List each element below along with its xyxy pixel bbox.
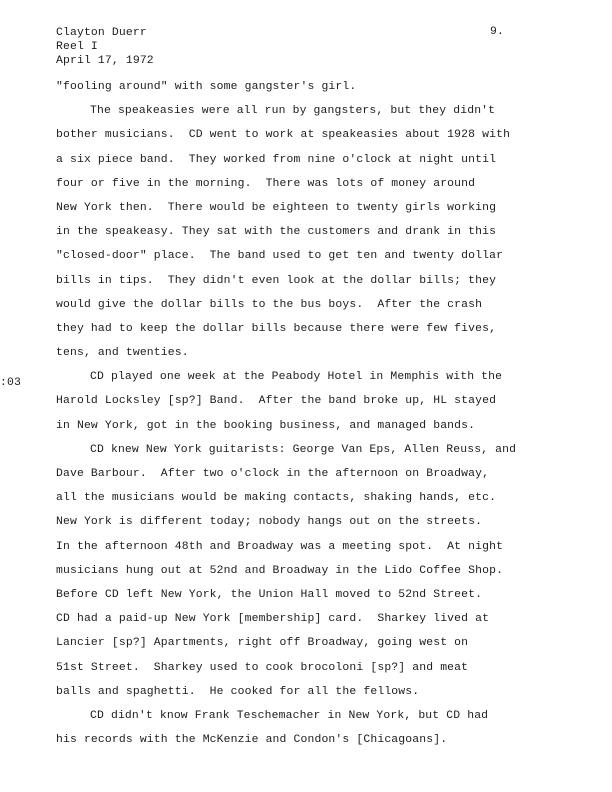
page-number: 9. [490,26,504,38]
text-line: musicians hung out at 52nd and Broadway in the Lido Coffee Shop. [56,564,504,577]
text-line: a six piece band. They worked from nine o'clock at night until [56,153,497,166]
text-line: Lancier [sp?] Apartments, right off Broadway, going west on [56,637,469,650]
text-line: Dave Barbour. After two o'clock in the afternoon on Broadway, [56,468,490,480]
text-line: bother musicians. CD went to work at speakeasies about 1928 with [56,129,511,142]
text-line: Harold Locksley [sp?] Band. After the band broke up, HL stayed [56,395,497,408]
reel-label: Reel I [56,41,98,53]
text-line: bills in tips. They didn't even look at the dollar bills; they [56,274,497,287]
text-line: CD didn't know Frank Teschemacher in New York, but CD had [90,709,489,722]
text-line: "closed-door" place. The band used to get ten and twenty dollar [56,250,504,263]
text-line: New York is different today; nobody hangs out on the streets. [56,516,483,529]
text-line: The speakeasies were all run by gangsters, but they didn't [90,105,496,118]
text-line: balls and spaghetti. He cooked for all the fellows. [56,685,420,698]
text-line: "fooling around" with some gangster's girl. [56,81,357,93]
text-line: CD knew New York guitarists: George Van Eps, Allen Reuss, and [90,443,517,456]
text-line: they had to keep the dollar bills because there were few fives, [56,322,497,335]
text-line: In the afternoon 48th and Broadway was a meeting spot. At night [56,540,504,553]
text-line: his records with the McKenzie and Condon's [Chicagoans]. [56,734,448,747]
text-line: would give the dollar bills to the bus boys. After the crash [56,298,483,311]
text-line: CD played one week at the Peabody Hotel in Memphis with the [90,371,503,384]
text-line: in New York, got in the booking business, and managed bands. [56,419,476,432]
text-line: in the speakeasy. They sat with the customers and drank in this [56,226,497,239]
text-line: New York then. There would be eighteen to twenty girls working [56,201,497,214]
interviewee-name: Clayton Duerr [56,27,147,39]
text-line: four or five in the morning. There was lots of money around [56,177,476,190]
margin-timestamp: :03 [0,377,21,389]
transcript-body [56,78,606,755]
text-line: all the musicians would be making contacts, shaking hands, etc. [56,492,497,505]
text-line: tens, and twenties. [56,347,189,360]
text-line: Before CD left New York, the Union Hall moved to 52nd Street. [56,588,483,601]
text-line: 51st Street. Sharkey used to cook brocoloni [sp?] and meat [56,661,469,674]
text-line: CD had a paid-up New York [membership] card. Sharkey lived at [56,613,490,626]
interview-date: April 17, 1972 [56,55,154,67]
